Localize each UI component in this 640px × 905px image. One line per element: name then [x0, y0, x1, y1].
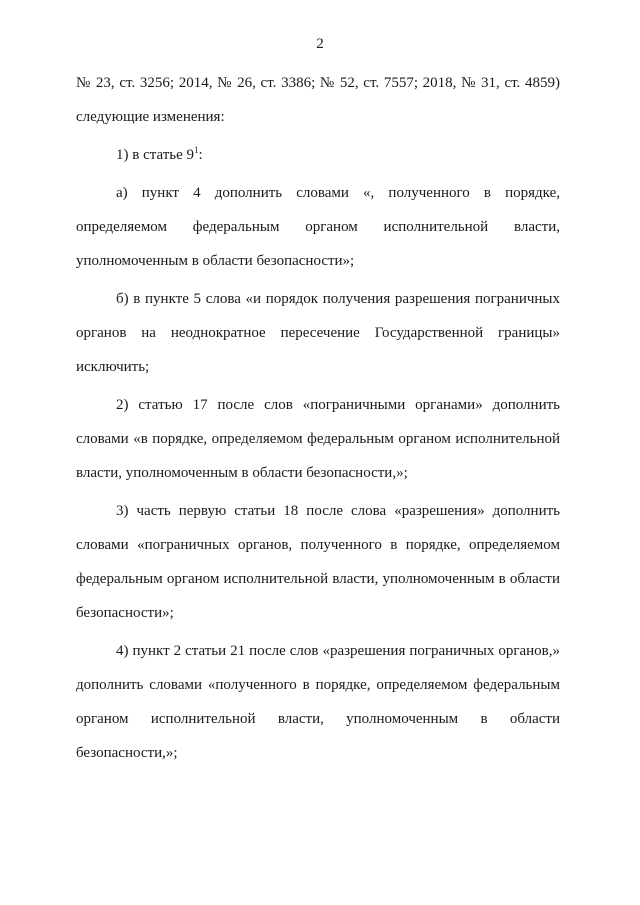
page-number: 2: [316, 36, 324, 52]
paragraph-item-1a: а) пункт 4 дополнить словами «, полученного в порядке, определяемом федеральным органом исполнительной власти, уполномоченным в области безопасности»;: [76, 185, 560, 269]
item-1-colon: :: [198, 147, 203, 163]
item-1-text: 1) в статье 9: [116, 147, 195, 163]
paragraph-item-3: 3) часть первую статьи 18 после слова «разрешения» дополнить словами «пограничных органов, полученного в порядке, определяемом федеральным органом исполнительной власти, уполномоченным в области безопасности»;: [76, 503, 560, 621]
paragraph-item-1: [76, 138, 560, 172]
paragraph-item-1b: б) в пункте 5 слова «и порядок получения разрешения пограничных органов на неоднократное пересечение Государственной границы» исключить;: [76, 291, 560, 375]
paragraph-item-2: 2) статью 17 после слов «пограничными органами» дополнить словами «в порядке, определяемом федеральным органом исполнительной власти, уполномоченным в области безопасности,»;: [76, 397, 560, 481]
article-superscript: 1: [194, 145, 199, 155]
paragraph-continuation: № 23, ст. 3256; 2014, № 26, ст. 3386; № 52, ст. 7557; 2018, № 31, ст. 4859) следующие изменения:: [76, 75, 560, 125]
document-body: [76, 66, 560, 770]
paragraph-item-4: 4) пункт 2 статьи 21 после слов «разрешения пограничных органов,» дополнить словами «полученного в порядке, определяемом федеральным органом исполнительной власти, уполномоченным в области безопасности,»;: [76, 643, 560, 761]
